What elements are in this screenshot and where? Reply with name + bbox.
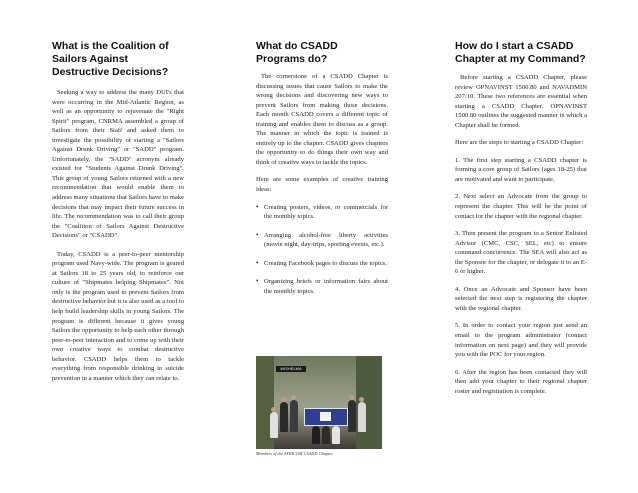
list-item: • Creating Facebook pages to discuss the topics.	[256, 259, 388, 269]
start-chapter-step: 3. Then present the program to a Senior Enlisted Advisor (CMC, CSC, SEL, etc) to ensure command concurrence. The SEA will also act as the Sponsor for the chapter, or delegate it to an E-6 or higher.	[455, 230, 587, 276]
list-item: • Arranging alcohol-free liberty activities (movie night, day-trips, sporting events, etc.).	[256, 231, 388, 250]
programs-examples-intro: Here are some examples of creative training ideas:	[256, 176, 388, 194]
list-item: • Organizing briefs or information fairs about the monthly topics.	[256, 277, 388, 296]
photo-sign: WISHELMA	[276, 366, 306, 372]
start-chapter-step: 2. Next select an Advocate from the group to represent the chapter. This will be the point of contact for the chapter with the regional chapter.	[455, 193, 587, 220]
column-programs	[256, 40, 388, 296]
column-coalition	[52, 40, 184, 383]
column-start-chapter	[455, 40, 587, 396]
training-ideas-list	[256, 203, 388, 297]
list-item: • Creating posters, videos, or commercials for the monthly topics.	[256, 203, 388, 222]
programs-heading: What do CSADD Programs do?	[256, 40, 338, 65]
start-chapter-paragraph: Here are the steps to starting a CSADD Chapter:	[455, 139, 584, 147]
coalition-paragraph: Seeking a way to address the many DUI's that were occurring in the Mid-Atlantic Region, as well as an opportunity to rejuvenate the "Right Spirit" program, CNRMA assembled a group of Sailors from their Staff and asked them to investigate the possibility of starting a "Sailors Against Drunk Driving" or "SADD" program. Unfortunately, the "SADD" acronym already existed for "Students Against Drunk Driving". This group of young Sailors returned with a new recommendation that would enable them to address many situations that Sailors have to make decisions that may impact their future success in life. The recommendation was to call their group the "Coalition of Sailors Against Destructive Decisions" or "CSADD".	[52, 89, 184, 240]
coalition-heading: What is the Coalition of Sailors Against Destructive Decisions?	[52, 40, 169, 78]
coalition-paragraph: Today, CSADD is a peer-to-peer mentorship program used Navy-wide. The program is geared at Sailors 18 to 25 years old, to reinforce our culture of "Shipmates helping Shipmates". Not only is the program used to prevent Sailors from destructive behavior but it is also used as a tool to help build leadership skills in young Sailors. The program is different because it gives young Sailors the opportunity to help each other through peer-to-peer interaction and to come up with their own creative ways to combat destructive behavior. CSADD helps them to tackle everything from responsible drinking to suicide prevention in a manner which they can relate to.	[52, 250, 184, 382]
start-chapter-heading: How do I start a CSADD Chapter at my Command?	[455, 40, 586, 65]
programs-intro: The cornerstone of a CSADD Chapter is discussing issues that cause Sailors to make the wrong decisions and discovering new ways to prevent Sailors from making those decisions. Each month CSADD covers a different topic of training and enables them to discuss as a group. The manner in which the topic is trained is entirely up to the chapter. CSADD gives chapters the opportunity to do things their own way and think of creative ways to tackle the topics.	[256, 73, 388, 166]
csadd-banner	[304, 408, 348, 426]
start-chapter-step: 1. The first step starting a CSADD chapter is forming a core group of Sailors (ages 18-25) that are motivated and want to participate.	[455, 156, 587, 183]
start-chapter-step: 4. Once an Advocate and Sponsor have been selected the next step is registering the chapter with the regional chapter.	[455, 285, 587, 312]
chapter-group-photo	[256, 356, 382, 449]
start-chapter-paragraph: Before starting a CSADD Chapter, please review OPNAVINST 1500.80 and NAVADMIN 207/10. These two references are essential when starting a CSADD Chapter. OPNAVINST 1500.80 outlines the suggested manner in which a Chapter shall be formed.	[455, 74, 587, 129]
start-chapter-step: 5. In order to contact your region just send an email to the program administrator (contact information on next page) and they will provide you with the POC for your region.	[455, 322, 587, 359]
photo-caption: Members of the AFRICOM CSADD Chapter	[256, 451, 333, 456]
start-chapter-step: 6. After the region has been contacted they will then add your chapter to their regional chapter roster and registration is complete.	[455, 368, 587, 395]
